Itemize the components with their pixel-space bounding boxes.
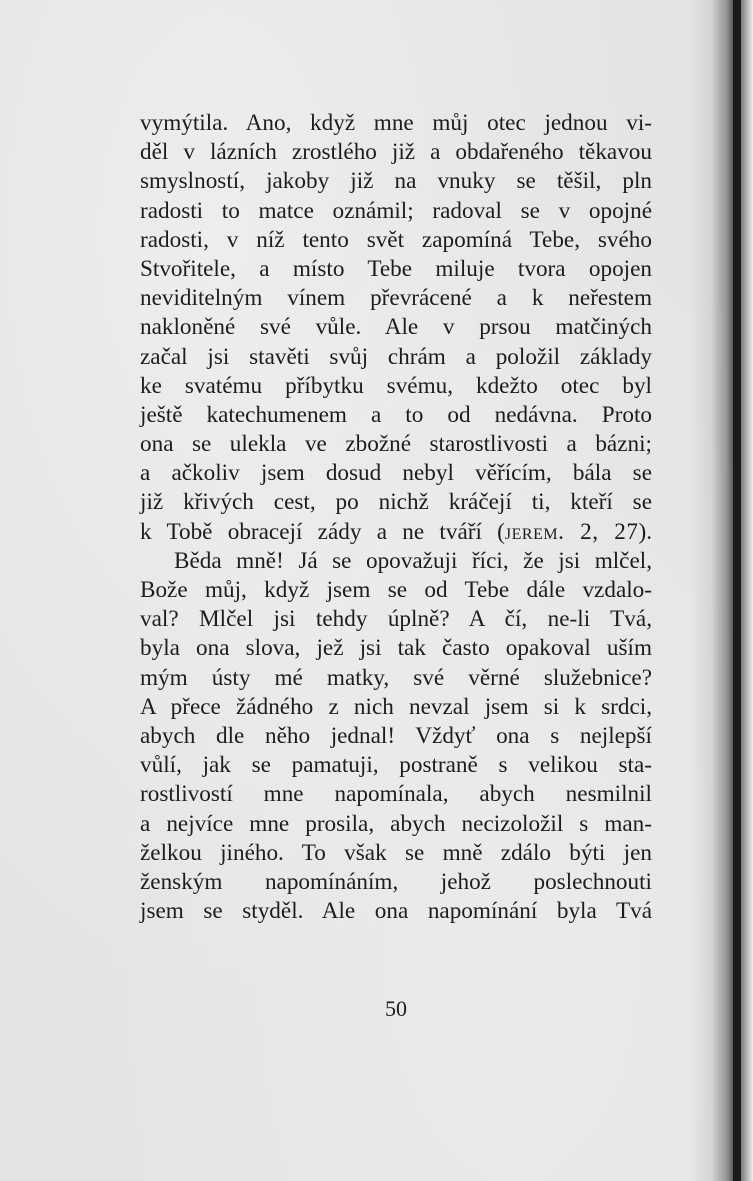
- text-line: Stvořitele, a místo Tebe miluje tvora opojen: [140, 255, 652, 282]
- text-line: mým ústy mé matky, své věrné služebnice?: [140, 664, 652, 691]
- text-line: abych dle něho jednal! Vždyť ona s nejlepší: [140, 722, 652, 749]
- text-line: vůlí, jak se pamatuji, postraně s velikou sta-: [140, 752, 652, 779]
- paragraph-2: [140, 547, 652, 926]
- body-text: [140, 109, 652, 926]
- text-line-with-citation: [140, 518, 652, 547]
- text-line: a nejvíce mne prosila, abych necizoložil s man-: [140, 810, 652, 837]
- text-fragment: ).: [638, 518, 652, 545]
- text-line: jsem se styděl. Ale ona napomínání byla Tvá: [140, 898, 652, 925]
- text-line: radosti, v níž tento svět zapomíná Tebe, svého: [140, 226, 652, 253]
- book-spine-edge: [733, 0, 741, 1181]
- text-line: želkou jiného. To však se mně zdálo býti jen: [140, 839, 652, 866]
- page-number: 50: [385, 996, 407, 1021]
- text-fragment: k Tobě obracejí zády a ne tváří (: [140, 518, 505, 545]
- text-line: byla ona slova, jež jsi tak často opakoval uším: [140, 635, 652, 662]
- text-line: nakloněné své vůle. Ale v prsou matčiných: [140, 314, 652, 341]
- scan-border: [741, 0, 753, 1181]
- text-line: Běda mně! Já se opovažuji říci, že jsi mlčel,: [174, 547, 652, 574]
- text-line: začal jsi stavěti svůj chrám a položil základy: [140, 343, 652, 370]
- text-line: již křivých cest, po nichž kráčejí ti, kteří se: [140, 489, 652, 516]
- paragraph-1: [140, 109, 652, 547]
- bible-citation: jerem. 2, 27: [504, 518, 639, 545]
- text-line: rostlivostí mne napomínala, abych nesmilnil: [140, 781, 652, 808]
- text-line: ještě katechumenem a to od nedávna. Proto: [140, 401, 652, 428]
- text-line: val? Mlčel jsi tehdy úplně? A čí, ne-li Tvá,: [140, 606, 652, 633]
- text-line: A přece žádného z nich nevzal jsem si k srdci,: [140, 693, 652, 720]
- text-line: ke svatému příbytku svému, kdežto otec byl: [140, 372, 652, 399]
- page-gutter-shadow: [690, 0, 733, 1181]
- text-line: ženským napomínáním, jehož poslechnouti: [140, 868, 652, 895]
- text-line: děl v lázních zrostlého již a obdařeného těkavou: [140, 139, 652, 166]
- text-line: Bože můj, když jsem se od Tebe dále vzdalo-: [140, 577, 652, 603]
- text-line: neviditelným vínem převrácené a k neřestem: [140, 285, 652, 312]
- text-line: smyslností, jakoby již na vnuky se těšil, pln: [140, 168, 652, 195]
- text-line: vymýtila. Ano, když mne můj otec jednou vi-: [140, 110, 652, 136]
- text-line: radosti to matce oznámil; radoval se v opojné: [140, 197, 652, 224]
- text-line: ona se ulekla ve zbožné starostlivosti a bázni;: [140, 431, 652, 458]
- text-line: a ačkoliv jsem dosud nebyl věřícím, bála se: [140, 460, 652, 487]
